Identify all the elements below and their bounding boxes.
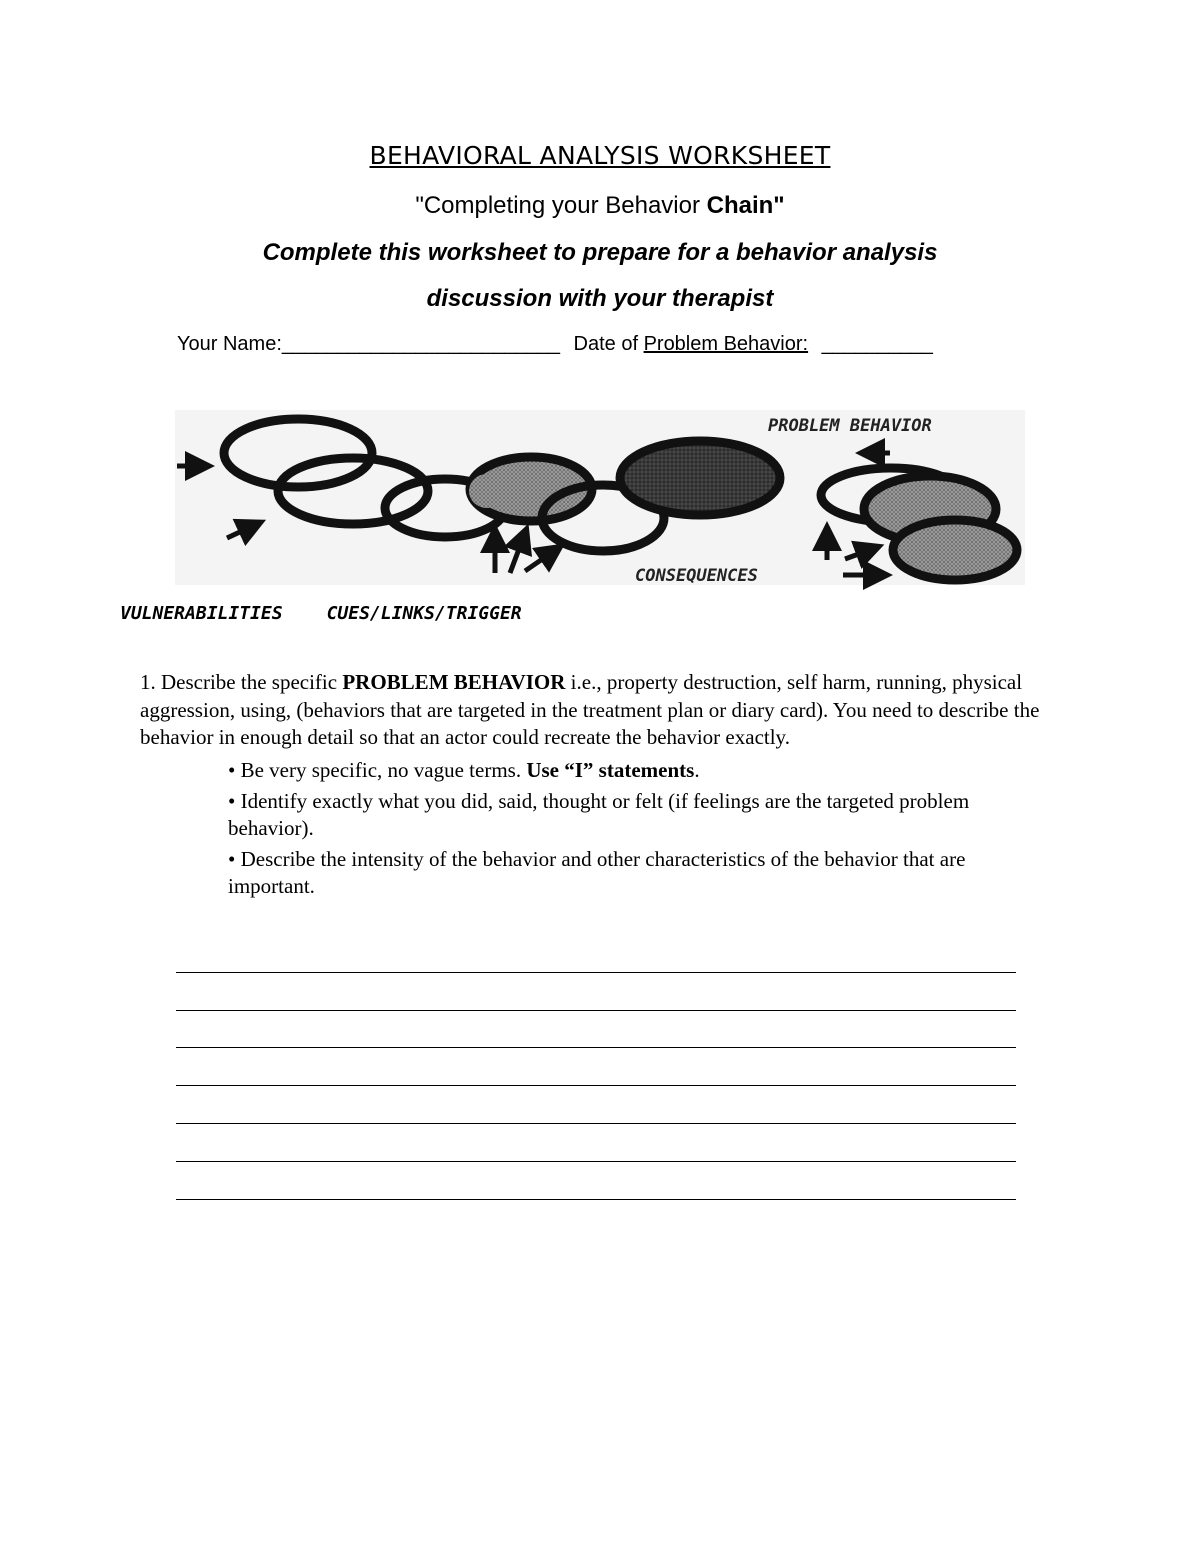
date-label-prefix: Date of (573, 333, 644, 355)
name-label: Your Name: (177, 333, 282, 355)
bullet-item (228, 846, 1048, 901)
question-1-prefix: 1. Describe the specific (140, 670, 343, 694)
consequences-label: CONSEQUENCES (635, 566, 758, 586)
answer-line[interactable] (176, 935, 1016, 973)
page-title: BEHAVIORAL ANALYSIS WORKSHEET (369, 141, 831, 170)
bullet-text: • Describe the intensity of the behavior and other characteristics of the behavior that are important. (228, 846, 966, 898)
bullet-item (228, 788, 1048, 843)
answer-line[interactable] (176, 1086, 1016, 1124)
question-1-bullets (228, 757, 1048, 904)
subtitle-bold: Chain" (706, 192, 785, 219)
date-field[interactable]: __________ (821, 333, 933, 355)
name-field[interactable]: _________________________ (281, 333, 560, 355)
instruction-line-2: discussion with your therapist (426, 285, 774, 312)
date-label: Problem Behavior: (643, 333, 809, 355)
bullet-text: • Be very specific, no vague terms. (228, 758, 527, 782)
subtitle (0, 192, 1200, 220)
bullet-text: • Identify exactly what you did, said, thought or felt (if feelings are the targeted problem behavior). (228, 788, 970, 840)
question-1-rest: i.e., property destruction, self harm, running, physical aggression, using, (behaviors that are targeted in the treatment plan or diary card). You need to describe the behavior in enough detail so that an actor could recreate the behavior exactly. (140, 670, 1040, 749)
bullet-item (228, 757, 1048, 785)
behavior-chain-image (175, 405, 1035, 590)
subtitle-prefix: "Completing your Behavior (415, 192, 707, 219)
name-date-fields (177, 333, 933, 356)
cues-label: CUES/LINKS/TRIGGER (326, 603, 522, 624)
chain-labels (120, 603, 522, 624)
behavior-chain-diagram (175, 405, 1035, 590)
bullet-bold: Use “I” statements (526, 758, 695, 782)
instruction-line-1: Complete this worksheet to prepare for a behavior analysis (262, 239, 938, 266)
answer-line[interactable] (176, 973, 1016, 1011)
problem-behavior-label: PROBLEM BEHAVIOR (768, 416, 932, 436)
answer-line[interactable] (176, 1162, 1016, 1200)
question-1 (140, 669, 1075, 752)
question-1-bold: PROBLEM BEHAVIOR (342, 670, 566, 694)
answer-lines (176, 935, 1016, 1200)
answer-line[interactable] (176, 1124, 1016, 1162)
answer-line[interactable] (176, 1048, 1016, 1086)
bullet-suffix: . (694, 758, 700, 782)
vulnerabilities-label: VULNERABILITIES (120, 603, 283, 624)
answer-line[interactable] (176, 1011, 1016, 1049)
